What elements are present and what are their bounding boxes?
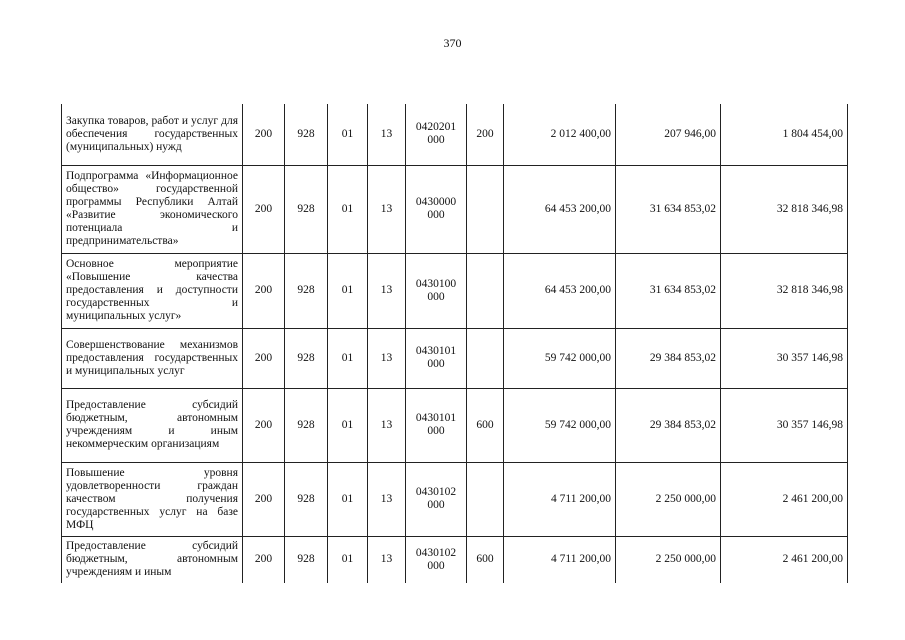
row-sum-planned: 59 742 000,00 [504, 388, 616, 462]
row-sum-remaining: 1 804 454,00 [721, 104, 848, 165]
row-target-code [406, 165, 467, 253]
row-col2: 928 [285, 165, 328, 253]
row-col2: 928 [285, 536, 328, 583]
row-name: Подпрограмма «Информационное общество» государственной программы Республики Алтай «Развитие экономического потенциала и предпринимательства» [62, 165, 243, 253]
row-col1: 200 [243, 165, 285, 253]
row-target-code [406, 253, 467, 328]
table-row [62, 165, 848, 253]
row-sum-planned: 2 012 400,00 [504, 104, 616, 165]
row-col3: 01 [328, 165, 368, 253]
row-col1: 200 [243, 536, 285, 583]
row-target-code [406, 388, 467, 462]
row-target-code [406, 462, 467, 536]
row-col3: 01 [328, 536, 368, 583]
row-sum-executed: 2 250 000,00 [616, 462, 721, 536]
row-col3: 01 [328, 104, 368, 165]
code-part-b: 000 [427, 209, 445, 221]
row-sum-planned: 4 711 200,00 [504, 462, 616, 536]
budget-table [61, 104, 848, 583]
row-name: Совершенствование механизмов предоставления государственных и муниципальных услуг [62, 328, 243, 388]
row-col3: 01 [328, 328, 368, 388]
code-part-a: 0420201 [415, 121, 457, 134]
row-target-code [406, 328, 467, 388]
table-row [62, 104, 848, 165]
row-name: Предоставление субсидий бюджетным, автономным учреждениям и иным [62, 536, 243, 583]
row-col4: 13 [368, 536, 406, 583]
row-col4: 13 [368, 165, 406, 253]
table-row [62, 328, 848, 388]
code-part-a: 0430102 [415, 486, 457, 498]
row-name: Повышение уровня удовлетворенности граждан качеством получения государственных услуг на базе МФЦ [62, 462, 243, 536]
row-sum-executed: 29 384 853,02 [616, 388, 721, 462]
row-col1: 200 [243, 388, 285, 462]
row-sum-planned: 59 742 000,00 [504, 328, 616, 388]
table-row [62, 253, 848, 328]
code-part-b: 000 [427, 134, 445, 147]
row-target-code [406, 104, 467, 165]
row-sum-remaining: 32 818 346,98 [721, 165, 848, 253]
row-col1: 200 [243, 104, 285, 165]
code-part-b: 000 [427, 425, 445, 437]
row-sum-remaining: 30 357 146,98 [721, 328, 848, 388]
code-part-a: 0430101 [415, 345, 457, 357]
row-sum-executed: 29 384 853,02 [616, 328, 721, 388]
code-part-b: 000 [427, 290, 445, 303]
page-number: 370 [443, 36, 462, 50]
row-col4: 13 [368, 104, 406, 165]
row-name: Предоставление субсидий бюджетным, автономным учреждениям и иным некоммерческим организациям [62, 388, 243, 462]
row-col4: 13 [368, 253, 406, 328]
row-col2: 928 [285, 253, 328, 328]
code-part-b: 000 [427, 358, 445, 370]
code-part-a: 0430100 [415, 277, 457, 290]
code-part-a: 0430102 [415, 546, 457, 559]
row-expense-kind [467, 253, 504, 328]
row-col1: 200 [243, 328, 285, 388]
row-col3: 01 [328, 462, 368, 536]
row-expense-kind: 600 [467, 388, 504, 462]
row-sum-executed: 207 946,00 [616, 104, 721, 165]
row-sum-remaining: 2 461 200,00 [721, 536, 848, 583]
row-col2: 928 [285, 104, 328, 165]
table-row [62, 462, 848, 536]
row-expense-kind [467, 165, 504, 253]
row-expense-kind: 200 [467, 104, 504, 165]
row-col2: 928 [285, 462, 328, 536]
row-col3: 01 [328, 388, 368, 462]
row-col2: 928 [285, 388, 328, 462]
row-col4: 13 [368, 388, 406, 462]
row-col4: 13 [368, 328, 406, 388]
table-row [62, 388, 848, 462]
row-name: Основное мероприятие «Повышение качества предоставления и доступности государственных и муниципальных услуг» [62, 253, 243, 328]
row-col3: 01 [328, 253, 368, 328]
row-sum-remaining: 30 357 146,98 [721, 388, 848, 462]
row-sum-executed: 31 634 853,02 [616, 253, 721, 328]
row-target-code [406, 536, 467, 583]
row-sum-planned: 64 453 200,00 [504, 253, 616, 328]
row-sum-executed: 2 250 000,00 [616, 536, 721, 583]
table-row [62, 536, 848, 583]
row-sum-remaining: 32 818 346,98 [721, 253, 848, 328]
row-name: Закупка товаров, работ и услуг для обеспечения государственных (муниципальных) нужд [62, 104, 243, 165]
row-expense-kind [467, 328, 504, 388]
row-sum-planned: 64 453 200,00 [504, 165, 616, 253]
code-part-a: 0430101 [415, 412, 457, 424]
code-part-b: 000 [427, 499, 445, 511]
row-col4: 13 [368, 462, 406, 536]
row-col2: 928 [285, 328, 328, 388]
row-sum-planned: 4 711 200,00 [504, 536, 616, 583]
code-part-a: 0430000 [415, 196, 457, 208]
code-part-b: 000 [427, 559, 445, 572]
row-expense-kind [467, 462, 504, 536]
row-col1: 200 [243, 462, 285, 536]
row-sum-executed: 31 634 853,02 [616, 165, 721, 253]
row-sum-remaining: 2 461 200,00 [721, 462, 848, 536]
row-col1: 200 [243, 253, 285, 328]
row-expense-kind: 600 [467, 536, 504, 583]
